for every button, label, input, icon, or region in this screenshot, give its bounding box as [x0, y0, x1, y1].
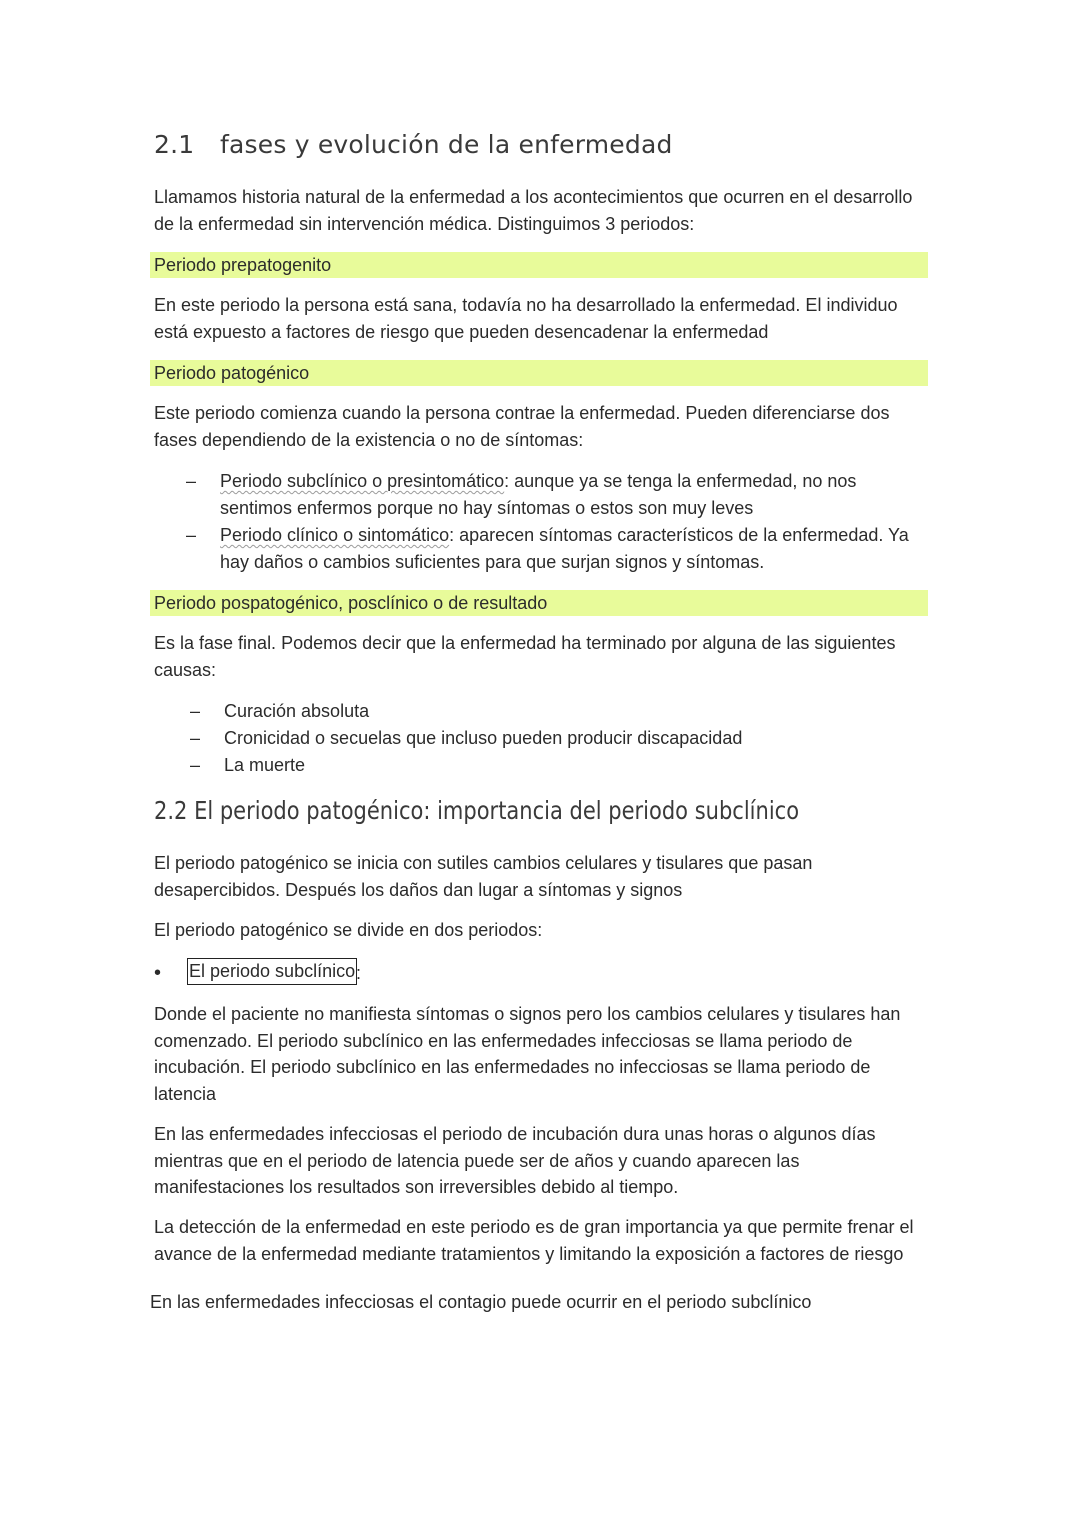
intro-line-2: de la enfermedad sin intervención médica. Distinguimos 3 periodos: [154, 213, 695, 234]
section2-paragraph-6: En las enfermedades infecciosas el contagio puede ocurrir en el periodo subclínico [150, 1292, 812, 1312]
section2-paragraph-2: El periodo patogénico se divide en dos periodos: [154, 920, 543, 940]
section2-paragraph-5 [154, 1214, 934, 1267]
paragraph-line: manifestaciones los resultados son irreversibles debido al tiempo. [154, 1177, 679, 1197]
paragraph-line: incubación. El periodo subclínico en las enfermedades no infecciosas se llama periodo de [154, 1057, 871, 1077]
dash-marker: – [190, 701, 201, 721]
list-item-text: : aparecen síntomas característicos de la enfermedad. Ya [449, 525, 909, 545]
list-item-text: La muerte [224, 755, 306, 775]
dash-marker: – [186, 525, 197, 545]
period2-line-2: fases dependiendo de la existencia o no de síntomas: [154, 429, 584, 450]
period3-line-2: causas: [154, 659, 217, 680]
dash-marker: – [186, 471, 197, 491]
highlight-period-patogenico: Periodo patogénico [150, 360, 928, 386]
section-title: fases y evolución de la enfermedad [220, 130, 673, 159]
paragraph-line: En las enfermedades infecciosas el periodo de incubación dura unas horas o algunos días [154, 1124, 876, 1144]
term-clinico: Periodo clínico o sintomático [220, 525, 450, 545]
period2-line-1: Este periodo comienza cuando la persona contrae la enfermedad. Pueden diferenciarse dos [154, 403, 890, 423]
paragraph-line: mientras que en el periodo de latencia puede ser de años y cuando aparecen las [154, 1150, 800, 1171]
section-number: 2.1 [154, 130, 195, 159]
list-item-text: Curación absoluta [224, 701, 370, 721]
period1-line-1: En este periodo la persona está sana, todavía no ha desarrollado la enfermedad. El individuo [154, 295, 898, 315]
highlight-period-pospatogenico: Periodo pospatogénico, posclínico o de resultado [150, 590, 928, 616]
paragraph-line: El periodo patogénico se inicia con sutiles cambios celulares y tisulares que pasan [154, 853, 813, 873]
bullet-colon: : [356, 963, 362, 983]
paragraph-line: La detección de la enfermedad en este periodo es de gran importancia ya que permite frenar el [154, 1217, 914, 1237]
dash-marker: – [190, 755, 201, 775]
period1-paragraph [154, 292, 934, 345]
section2-paragraph-1 [154, 850, 934, 903]
list-item-line-2: sentimos enfermos porque no hay síntomas o estos son muy leves [220, 497, 754, 518]
paragraph-line: comenzado. El periodo subclínico en las enfermedades infecciosas se llama periodo de [154, 1030, 853, 1051]
list-item-text: Cronicidad o secuelas que incluso pueden producir discapacidad [224, 728, 743, 748]
period2-paragraph [154, 400, 934, 453]
term-subclinico: Periodo subclínico o presintomático [220, 471, 505, 491]
section-heading-2-2: 2.2 El periodo patogénico: importancia del periodo subclínico [154, 796, 800, 825]
paragraph-line: Donde el paciente no manifiesta síntomas o signos pero los cambios celulares y tisulares han [154, 1004, 901, 1024]
dash-marker: – [190, 728, 201, 748]
section2-paragraph-4 [154, 1121, 934, 1201]
highlight-period-prepatogenito: Periodo prepatogenito [150, 252, 928, 278]
boxed-label: El periodo subclínico [187, 958, 357, 985]
period1-line-2: está expuesto a factores de riesgo que pueden desencadenar la enfermedad [154, 321, 769, 342]
list-item-line-2: hay daños o cambios suficientes para que surjan signos y síntomas. [220, 551, 765, 572]
bullet-dot-icon: • [154, 962, 162, 984]
section2-paragraph-3 [154, 1001, 934, 1107]
paragraph-line: desapercibidos. Después los daños dan lugar a síntomas y signos [154, 879, 683, 900]
intro-paragraph [154, 184, 934, 237]
list-item-text: : aunque ya se tenga la enfermedad, no nos [504, 471, 857, 491]
period3-line-1: Es la fase final. Podemos decir que la enfermedad ha terminado por alguna de las siguientes [154, 633, 896, 653]
paragraph-line: avance de la enfermedad mediante tratamientos y limitando la exposición a factores de riesgo [154, 1243, 904, 1264]
section-heading-2-1 [154, 130, 673, 159]
period3-paragraph [154, 630, 934, 683]
paragraph-line: latencia [154, 1083, 217, 1104]
intro-line-1: Llamamos historia natural de la enfermedad a los acontecimientos que ocurren en el desarrollo [154, 187, 913, 207]
